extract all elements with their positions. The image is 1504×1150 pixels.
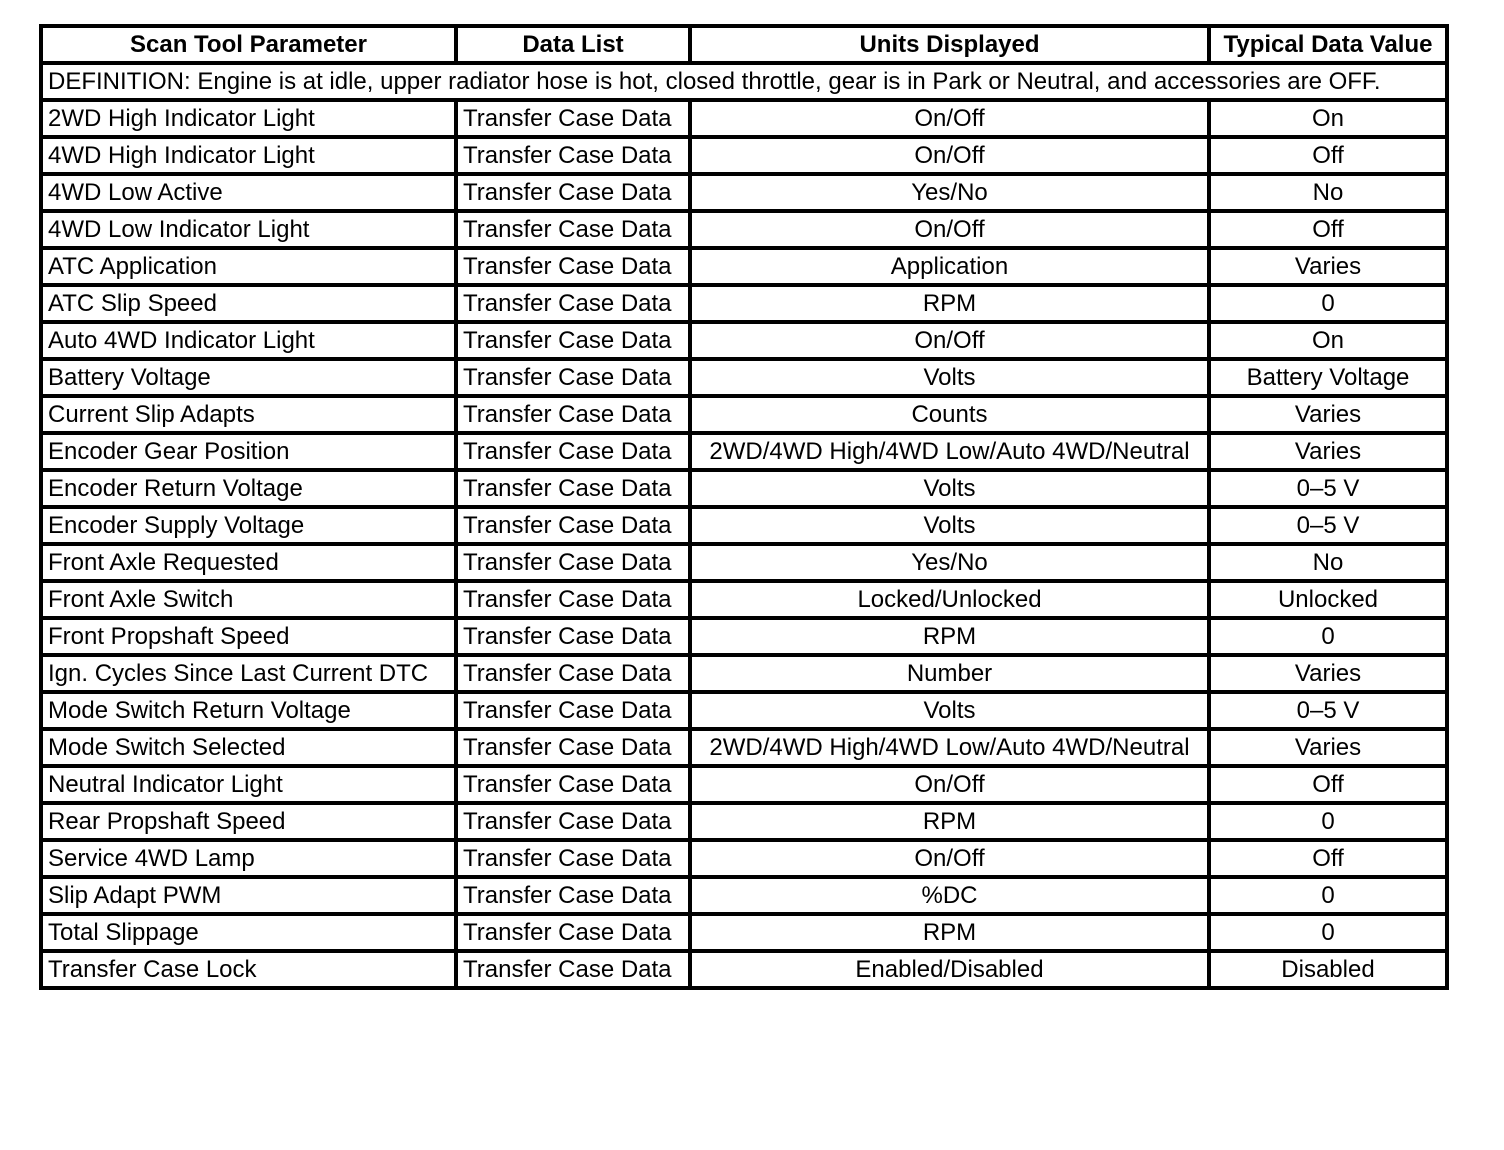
definition-text: DEFINITION: Engine is at idle, upper radiator hose is hot, closed throttle, gear is in Park or Neutral, and accessories are OFF. xyxy=(41,63,1447,100)
units-displayed-cell: Volts xyxy=(690,692,1209,729)
units-displayed-cell: RPM xyxy=(690,803,1209,840)
data-list-cell: Transfer Case Data xyxy=(456,692,690,729)
scan-tool-parameter-cell: ATC Application xyxy=(41,248,456,285)
typical-data-value-cell: 0 xyxy=(1209,914,1447,951)
scan-tool-parameter-cell: Encoder Supply Voltage xyxy=(41,507,456,544)
table-row xyxy=(41,285,1447,322)
data-list-cell: Transfer Case Data xyxy=(456,877,690,914)
data-list-cell: Transfer Case Data xyxy=(456,396,690,433)
scan-tool-parameter-cell: Front Axle Switch xyxy=(41,581,456,618)
table-row xyxy=(41,433,1447,470)
typical-data-value-cell: Unlocked xyxy=(1209,581,1447,618)
table-row xyxy=(41,174,1447,211)
typical-data-value-cell: Varies xyxy=(1209,655,1447,692)
data-list-cell: Transfer Case Data xyxy=(456,729,690,766)
data-list-cell: Transfer Case Data xyxy=(456,470,690,507)
table-row xyxy=(41,507,1447,544)
units-displayed-cell: RPM xyxy=(690,285,1209,322)
table-row xyxy=(41,618,1447,655)
data-list-cell: Transfer Case Data xyxy=(456,174,690,211)
scan-tool-parameter-cell: ATC Slip Speed xyxy=(41,285,456,322)
scan-tool-parameter-cell: Encoder Return Voltage xyxy=(41,470,456,507)
units-displayed-cell: Volts xyxy=(690,507,1209,544)
scan-tool-parameter-cell: Service 4WD Lamp xyxy=(41,840,456,877)
header-units-displayed: Units Displayed xyxy=(690,26,1209,63)
units-displayed-cell: On/Off xyxy=(690,211,1209,248)
table-row xyxy=(41,877,1447,914)
scan-tool-parameter-cell: Current Slip Adapts xyxy=(41,396,456,433)
table-row xyxy=(41,359,1447,396)
typical-data-value-cell: 0 xyxy=(1209,285,1447,322)
table-row xyxy=(41,951,1447,988)
units-displayed-cell: On/Off xyxy=(690,100,1209,137)
data-list-cell: Transfer Case Data xyxy=(456,766,690,803)
typical-data-value-cell: Off xyxy=(1209,840,1447,877)
units-displayed-cell: Counts xyxy=(690,396,1209,433)
data-list-cell: Transfer Case Data xyxy=(456,655,690,692)
header-data-list: Data List xyxy=(456,26,690,63)
data-list-cell: Transfer Case Data xyxy=(456,248,690,285)
units-displayed-cell: RPM xyxy=(690,914,1209,951)
table-row xyxy=(41,396,1447,433)
table-row xyxy=(41,803,1447,840)
typical-data-value-cell: 0–5 V xyxy=(1209,507,1447,544)
units-displayed-cell: Application xyxy=(690,248,1209,285)
table-row xyxy=(41,211,1447,248)
table-row xyxy=(41,470,1447,507)
units-displayed-cell: %DC xyxy=(690,877,1209,914)
units-displayed-cell: RPM xyxy=(690,618,1209,655)
table-row xyxy=(41,840,1447,877)
typical-data-value-cell: Varies xyxy=(1209,396,1447,433)
units-displayed-cell: Enabled/Disabled xyxy=(690,951,1209,988)
typical-data-value-cell: Off xyxy=(1209,211,1447,248)
typical-data-value-cell: 0–5 V xyxy=(1209,470,1447,507)
units-displayed-cell: Volts xyxy=(690,470,1209,507)
typical-data-value-cell: Varies xyxy=(1209,729,1447,766)
data-list-cell: Transfer Case Data xyxy=(456,840,690,877)
typical-data-value-cell: 0–5 V xyxy=(1209,692,1447,729)
scan-tool-parameter-cell: Mode Switch Selected xyxy=(41,729,456,766)
data-list-cell: Transfer Case Data xyxy=(456,359,690,396)
table-row xyxy=(41,248,1447,285)
scan-tool-parameter-cell: Ign. Cycles Since Last Current DTC xyxy=(41,655,456,692)
scan-tool-parameter-cell: 4WD Low Indicator Light xyxy=(41,211,456,248)
scan-tool-data-sheet xyxy=(39,24,1445,990)
units-displayed-cell: Number xyxy=(690,655,1209,692)
data-list-cell: Transfer Case Data xyxy=(456,285,690,322)
data-list-cell: Transfer Case Data xyxy=(456,914,690,951)
table-row xyxy=(41,581,1447,618)
scan-tool-parameter-cell: 4WD Low Active xyxy=(41,174,456,211)
typical-data-value-cell: No xyxy=(1209,174,1447,211)
table-row xyxy=(41,322,1447,359)
units-displayed-cell: On/Off xyxy=(690,137,1209,174)
scan-tool-parameter-cell: 4WD High Indicator Light xyxy=(41,137,456,174)
scan-tool-parameter-cell: Auto 4WD Indicator Light xyxy=(41,322,456,359)
data-list-cell: Transfer Case Data xyxy=(456,803,690,840)
scan-tool-parameter-cell: Encoder Gear Position xyxy=(41,433,456,470)
scan-tool-parameter-cell: Neutral Indicator Light xyxy=(41,766,456,803)
typical-data-value-cell: No xyxy=(1209,544,1447,581)
units-displayed-cell: Volts xyxy=(690,359,1209,396)
scan-tool-data-table xyxy=(39,24,1449,990)
table-row xyxy=(41,544,1447,581)
typical-data-value-cell: Varies xyxy=(1209,248,1447,285)
scan-tool-parameter-cell: Battery Voltage xyxy=(41,359,456,396)
table-row xyxy=(41,692,1447,729)
units-displayed-cell: 2WD/4WD High/4WD Low/Auto 4WD/Neutral xyxy=(690,729,1209,766)
scan-tool-parameter-cell: Total Slippage xyxy=(41,914,456,951)
table-row xyxy=(41,729,1447,766)
data-list-cell: Transfer Case Data xyxy=(456,618,690,655)
scan-tool-parameter-cell: 2WD High Indicator Light xyxy=(41,100,456,137)
units-displayed-cell: On/Off xyxy=(690,766,1209,803)
table-row xyxy=(41,914,1447,951)
data-list-cell: Transfer Case Data xyxy=(456,951,690,988)
data-list-cell: Transfer Case Data xyxy=(456,581,690,618)
scan-tool-parameter-cell: Rear Propshaft Speed xyxy=(41,803,456,840)
header-row xyxy=(41,26,1447,63)
typical-data-value-cell: On xyxy=(1209,322,1447,359)
typical-data-value-cell: Battery Voltage xyxy=(1209,359,1447,396)
header-scan-tool-parameter: Scan Tool Parameter xyxy=(41,26,456,63)
table-row xyxy=(41,655,1447,692)
scan-tool-parameter-cell: Front Propshaft Speed xyxy=(41,618,456,655)
units-displayed-cell: On/Off xyxy=(690,322,1209,359)
typical-data-value-cell: Disabled xyxy=(1209,951,1447,988)
scan-tool-parameter-cell: Transfer Case Lock xyxy=(41,951,456,988)
table-row xyxy=(41,766,1447,803)
scan-tool-parameter-cell: Mode Switch Return Voltage xyxy=(41,692,456,729)
scan-tool-parameter-cell: Front Axle Requested xyxy=(41,544,456,581)
data-list-cell: Transfer Case Data xyxy=(456,507,690,544)
typical-data-value-cell: Off xyxy=(1209,137,1447,174)
data-list-cell: Transfer Case Data xyxy=(456,322,690,359)
definition-row xyxy=(41,63,1447,100)
data-list-cell: Transfer Case Data xyxy=(456,544,690,581)
scan-tool-parameter-cell: Slip Adapt PWM xyxy=(41,877,456,914)
units-displayed-cell: On/Off xyxy=(690,840,1209,877)
table-row xyxy=(41,100,1447,137)
data-list-cell: Transfer Case Data xyxy=(456,100,690,137)
typical-data-value-cell: 0 xyxy=(1209,877,1447,914)
units-displayed-cell: Locked/Unlocked xyxy=(690,581,1209,618)
header-typical-data-value: Typical Data Value xyxy=(1209,26,1447,63)
typical-data-value-cell: 0 xyxy=(1209,618,1447,655)
units-displayed-cell: Yes/No xyxy=(690,174,1209,211)
data-list-cell: Transfer Case Data xyxy=(456,137,690,174)
data-list-cell: Transfer Case Data xyxy=(456,211,690,248)
typical-data-value-cell: On xyxy=(1209,100,1447,137)
typical-data-value-cell: Off xyxy=(1209,766,1447,803)
units-displayed-cell: 2WD/4WD High/4WD Low/Auto 4WD/Neutral xyxy=(690,433,1209,470)
data-list-cell: Transfer Case Data xyxy=(456,433,690,470)
typical-data-value-cell: 0 xyxy=(1209,803,1447,840)
units-displayed-cell: Yes/No xyxy=(690,544,1209,581)
typical-data-value-cell: Varies xyxy=(1209,433,1447,470)
table-row xyxy=(41,137,1447,174)
